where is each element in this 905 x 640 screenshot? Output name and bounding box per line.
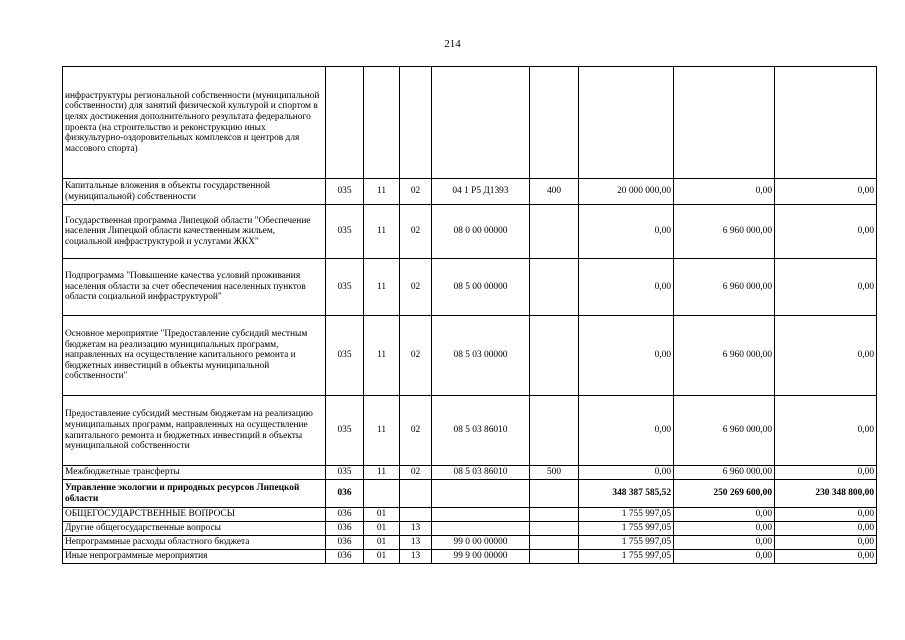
cell-subsection: 02 xyxy=(400,205,432,259)
cell-section: 11 xyxy=(364,396,400,466)
cell-sum-year-2: 6 960 000,00 xyxy=(674,396,775,466)
cell-name: Подпрограмма "Повышение качества условий проживания населения области за счет обеспечения населенных пунктов области социальной инфраструктурой" xyxy=(63,259,326,316)
cell-expense-type xyxy=(530,316,579,396)
cell-subsection: 13 xyxy=(400,536,432,550)
cell-target-article: 04 1 P5 Д1393 xyxy=(432,179,530,205)
cell-target-article: 08 5 03 86010 xyxy=(432,466,530,480)
cell-sum-year-1: 1 755 997,05 xyxy=(579,550,674,564)
cell-ved-code: 035 xyxy=(326,259,364,316)
cell-target-article: 08 5 03 00000 xyxy=(432,316,530,396)
cell-name: Государственная программа Липецкой области "Обеспечение населения Липецкой области качественным жильем, социальной инфраструктурой и услугами ЖКХ" xyxy=(63,205,326,259)
cell-expense-type xyxy=(530,259,579,316)
cell-sum-year-1: 0,00 xyxy=(579,259,674,316)
cell-section: 01 xyxy=(364,550,400,564)
cell-name: Непрограммные расходы областного бюджета xyxy=(63,536,326,550)
cell-sum-year-3: 0,00 xyxy=(775,179,877,205)
cell-expense-type: 500 xyxy=(530,466,579,480)
cell-section: 01 xyxy=(364,508,400,522)
cell-section: 01 xyxy=(364,522,400,536)
cell-sum-year-1: 348 387 585,52 xyxy=(579,480,674,508)
cell-sum-year-2: 0,00 xyxy=(674,536,775,550)
cell-name: Другие общегосударственные вопросы xyxy=(63,522,326,536)
cell-subsection: 02 xyxy=(400,396,432,466)
table-row xyxy=(63,466,877,480)
cell-subsection: 13 xyxy=(400,550,432,564)
cell-target-article: 08 0 00 00000 xyxy=(432,205,530,259)
cell-target-article: 08 5 03 86010 xyxy=(432,396,530,466)
cell-ved-code: 035 xyxy=(326,466,364,480)
cell-sum-year-2: 0,00 xyxy=(674,508,775,522)
table-row xyxy=(63,205,877,259)
table-row xyxy=(63,259,877,316)
cell-sum-year-2: 0,00 xyxy=(674,522,775,536)
cell-target-article: 99 9 00 00000 xyxy=(432,550,530,564)
cell-section: 11 xyxy=(364,316,400,396)
cell-ved-code: 035 xyxy=(326,179,364,205)
cell-sum-year-2: 0,00 xyxy=(674,550,775,564)
cell-expense-type xyxy=(530,550,579,564)
cell-target-article xyxy=(432,522,530,536)
table-row xyxy=(63,536,877,550)
cell-sum-year-3: 0,00 xyxy=(775,316,877,396)
cell-subsection: 02 xyxy=(400,259,432,316)
cell-expense-type xyxy=(530,205,579,259)
cell-sum-year-1: 0,00 xyxy=(579,396,674,466)
cell-sum-year-3: 0,00 xyxy=(775,259,877,316)
table-row xyxy=(63,67,877,179)
cell-sum-year-1: 1 755 997,05 xyxy=(579,536,674,550)
cell-subsection xyxy=(400,480,432,508)
cell-sum-year-3 xyxy=(775,67,877,179)
table-body xyxy=(63,67,877,564)
cell-subsection: 02 xyxy=(400,466,432,480)
cell-expense-type: 400 xyxy=(530,179,579,205)
cell-name: Межбюджетные трансферты xyxy=(63,466,326,480)
cell-ved-code: 036 xyxy=(326,522,364,536)
cell-sum-year-1 xyxy=(579,67,674,179)
table-row xyxy=(63,316,877,396)
cell-expense-type xyxy=(530,396,579,466)
cell-name: инфраструктуры региональной собственности (муниципальной собственности) для занятий физической культурой и спортом в целях достижения дополнительного результата федерального проекта (на строительство и реконструкцию иных физкультурно-оздоровительных комплексов и центров для массового спорта) xyxy=(63,67,326,179)
cell-sum-year-2 xyxy=(674,67,775,179)
cell-name: Предоставление субсидий местным бюджетам на реализацию муниципальных программ, направленных на осуществление капитального ремонта и бюджетных инвестиций в объекты муниципальной собственности xyxy=(63,396,326,466)
cell-ved-code: 036 xyxy=(326,550,364,564)
cell-name: Капитальные вложения в объекты государственной (муниципальной) собственности xyxy=(63,179,326,205)
cell-sum-year-3: 0,00 xyxy=(775,466,877,480)
cell-name: ОБЩЕГОСУДАРСТВЕННЫЕ ВОПРОСЫ xyxy=(63,508,326,522)
table-row xyxy=(63,550,877,564)
cell-sum-year-2: 6 960 000,00 xyxy=(674,259,775,316)
cell-ved-code: 036 xyxy=(326,480,364,508)
cell-ved-code: 036 xyxy=(326,508,364,522)
cell-sum-year-1: 20 000 000,00 xyxy=(579,179,674,205)
cell-ved-code xyxy=(326,67,364,179)
cell-sum-year-1: 0,00 xyxy=(579,316,674,396)
cell-section: 01 xyxy=(364,536,400,550)
cell-expense-type xyxy=(530,508,579,522)
cell-section: 11 xyxy=(364,205,400,259)
cell-section: 11 xyxy=(364,259,400,316)
cell-subsection xyxy=(400,508,432,522)
cell-target-article xyxy=(432,67,530,179)
cell-target-article: 08 5 00 00000 xyxy=(432,259,530,316)
cell-target-article xyxy=(432,480,530,508)
cell-sum-year-3: 0,00 xyxy=(775,508,877,522)
cell-subsection: 13 xyxy=(400,522,432,536)
cell-sum-year-2: 6 960 000,00 xyxy=(674,466,775,480)
cell-ved-code: 035 xyxy=(326,205,364,259)
cell-expense-type xyxy=(530,522,579,536)
cell-name: Управление экологии и природных ресурсов Липецкой области xyxy=(63,480,326,508)
cell-subsection: 02 xyxy=(400,179,432,205)
cell-target-article: 99 0 00 00000 xyxy=(432,536,530,550)
cell-sum-year-1: 1 755 997,05 xyxy=(579,522,674,536)
cell-subsection xyxy=(400,67,432,179)
cell-sum-year-2: 6 960 000,00 xyxy=(674,205,775,259)
cell-section xyxy=(364,480,400,508)
page-number: 214 xyxy=(444,38,461,50)
cell-sum-year-1: 1 755 997,05 xyxy=(579,508,674,522)
table-row xyxy=(63,396,877,466)
cell-ved-code: 036 xyxy=(326,536,364,550)
cell-name: Иные непрограммные мероприятия xyxy=(63,550,326,564)
cell-subsection: 02 xyxy=(400,316,432,396)
cell-sum-year-3: 0,00 xyxy=(775,522,877,536)
cell-expense-type xyxy=(530,536,579,550)
cell-sum-year-2: 250 269 600,00 xyxy=(674,480,775,508)
cell-section: 11 xyxy=(364,466,400,480)
cell-sum-year-3: 230 348 800,00 xyxy=(775,480,877,508)
cell-sum-year-3: 0,00 xyxy=(775,396,877,466)
cell-ved-code: 035 xyxy=(326,396,364,466)
table-row xyxy=(63,179,877,205)
cell-sum-year-1: 0,00 xyxy=(579,466,674,480)
table-row xyxy=(63,522,877,536)
cell-section: 11 xyxy=(364,179,400,205)
cell-name: Основное мероприятие "Предоставление субсидий местным бюджетам на реализацию муниципальных программ, направленных на осуществление капитального ремонта и бюджетных инвестиций в объекты муниципальной собственности" xyxy=(63,316,326,396)
budget-table xyxy=(62,66,877,564)
cell-sum-year-3: 0,00 xyxy=(775,536,877,550)
cell-expense-type xyxy=(530,480,579,508)
cell-target-article xyxy=(432,508,530,522)
cell-sum-year-2: 0,00 xyxy=(674,179,775,205)
table-row xyxy=(63,480,877,508)
cell-expense-type xyxy=(530,67,579,179)
cell-sum-year-3: 0,00 xyxy=(775,550,877,564)
cell-section xyxy=(364,67,400,179)
cell-sum-year-3: 0,00 xyxy=(775,205,877,259)
cell-sum-year-1: 0,00 xyxy=(579,205,674,259)
table-row xyxy=(63,508,877,522)
cell-ved-code: 035 xyxy=(326,316,364,396)
cell-sum-year-2: 6 960 000,00 xyxy=(674,316,775,396)
